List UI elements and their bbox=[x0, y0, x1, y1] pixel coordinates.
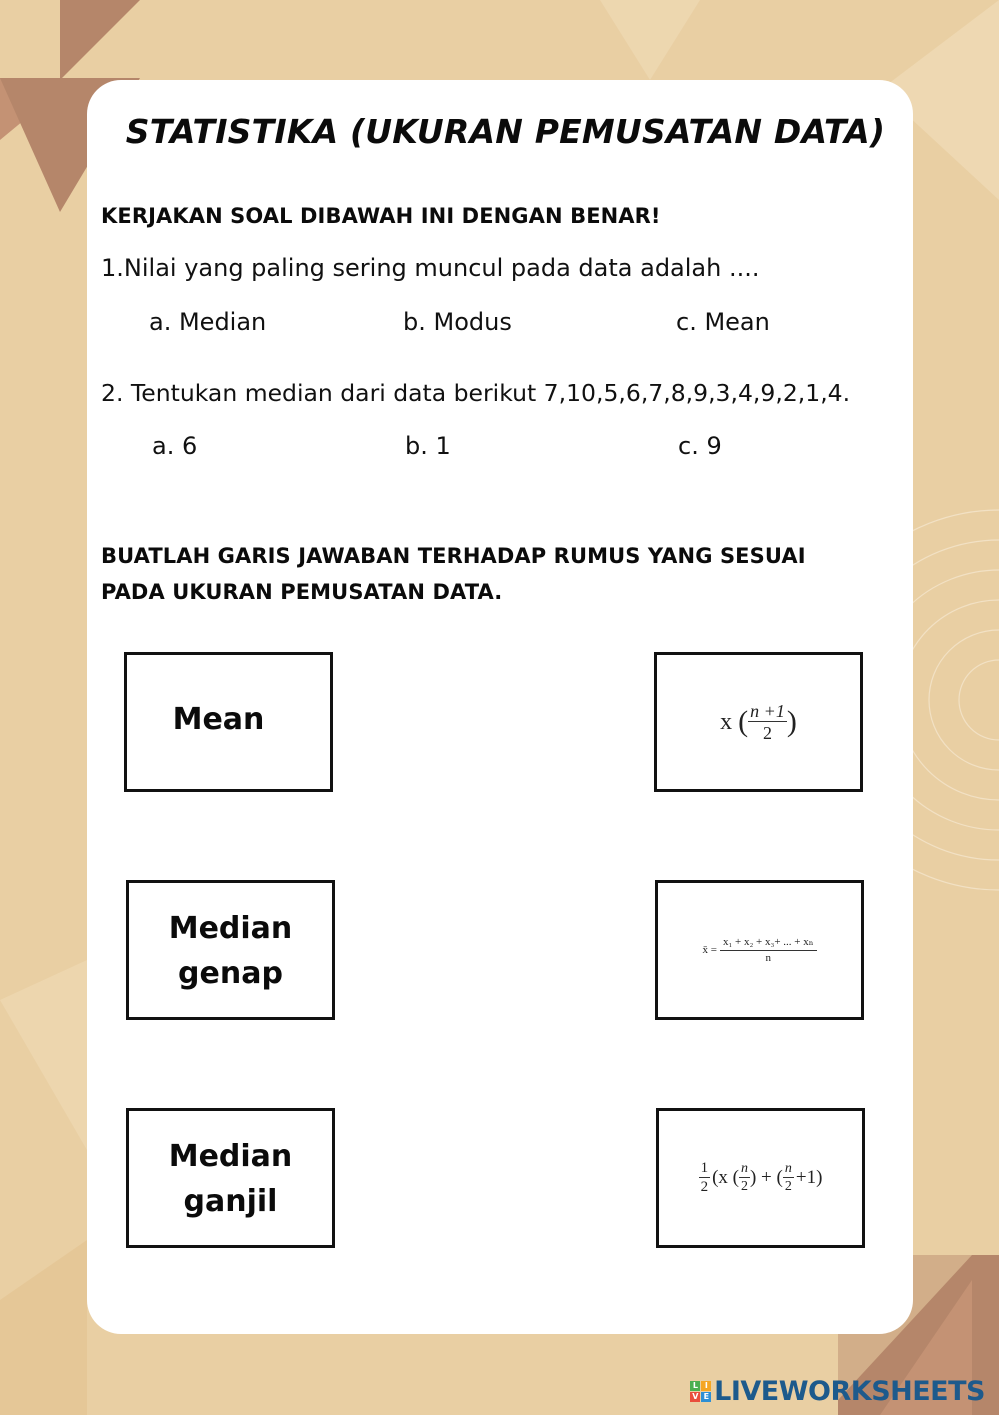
formula-3-plus-one: +1) bbox=[795, 1167, 823, 1188]
instruction-2 bbox=[101, 538, 806, 610]
question-2-option-a[interactable]: a. 6 bbox=[152, 432, 198, 460]
formula-3-n-a: n bbox=[740, 1161, 748, 1176]
formula-1-denominator: 2 bbox=[763, 723, 772, 743]
term-median-genap bbox=[129, 906, 332, 996]
question-2 bbox=[101, 379, 850, 407]
term-median-genap-line-2: genap bbox=[178, 956, 283, 991]
instruction-2-line-2: PADA UKURAN PEMUSATAN DATA. bbox=[101, 580, 503, 604]
page-title: STATISTIKA (UKURAN PEMUSATAN DATA) bbox=[125, 112, 886, 151]
liveworksheets-logo-text: LIVEWORKSHEETS bbox=[714, 1376, 985, 1407]
question-2-text: Tentukan median dari data berikut 7,10,5,6,7,8,9,3,4,9,2,1,4. bbox=[130, 379, 851, 407]
formula-3-x: (x ( bbox=[712, 1167, 739, 1188]
formula-3-n-b: n bbox=[784, 1161, 792, 1176]
term-median-ganjil-line-2: ganjil bbox=[183, 1184, 278, 1219]
formula-3-half-numerator: 1 bbox=[700, 1160, 709, 1176]
term-median-ganjil bbox=[129, 1134, 332, 1224]
formula-3-mid: ) + ( bbox=[749, 1167, 783, 1188]
liveworksheets-logo-icon: L I V E bbox=[690, 1381, 711, 1402]
liveworksheets-logo bbox=[690, 1376, 985, 1407]
term-box-median-ganjil[interactable] bbox=[126, 1108, 335, 1248]
formula-median-ganjil: x ( $\frac{n +1}{2}$ ) bbox=[720, 701, 797, 743]
term-mean: Mean bbox=[172, 702, 265, 737]
formula-1-fraction bbox=[748, 702, 787, 742]
formula-1-numerator: n +1 bbox=[750, 701, 785, 721]
formula-median-genap bbox=[659, 1111, 862, 1245]
term-box-mean[interactable] bbox=[124, 652, 333, 792]
formula-box-mean[interactable] bbox=[655, 880, 864, 1020]
question-2-option-b[interactable]: b. 1 bbox=[405, 432, 451, 460]
question-1-option-b[interactable]: b. Modus bbox=[403, 308, 512, 336]
formula-3-two-a: 2 bbox=[740, 1179, 748, 1194]
formula-3-n-over-2-b bbox=[783, 1162, 794, 1194]
formula-box-median-genap[interactable] bbox=[656, 1108, 865, 1248]
question-2-option-c[interactable]: c. 9 bbox=[678, 432, 722, 460]
formula-2-denominator: n bbox=[765, 951, 771, 964]
formula-2-lhs: x̄ = bbox=[702, 944, 717, 956]
formula-2-numerator: x₁ + x₂ + x₃+ ... + xₙ bbox=[720, 937, 817, 951]
instruction-1: KERJAKAN SOAL DIBAWAH INI DENGAN BENAR! bbox=[101, 204, 661, 228]
question-2-number: 2. bbox=[101, 379, 124, 407]
question-1 bbox=[101, 254, 760, 282]
formula-3-half-denominator: 2 bbox=[700, 1179, 709, 1195]
formula-3-two-b: 2 bbox=[784, 1179, 792, 1194]
question-1-number: 1. bbox=[101, 254, 124, 282]
instruction-2-line-1: BUATLAH GARIS JAWABAN TERHADAP RUMUS YANG SESUAI bbox=[101, 544, 806, 568]
formula-mean bbox=[658, 883, 861, 1017]
formula-box-median-ganjil[interactable] bbox=[654, 652, 863, 792]
question-1-option-a[interactable]: a. Median bbox=[149, 308, 267, 336]
term-box-median-genap[interactable] bbox=[126, 880, 335, 1020]
question-1-option-c[interactable]: c. Mean bbox=[676, 308, 770, 336]
formula-3-half bbox=[699, 1161, 711, 1195]
term-median-ganjil-line-1: Median bbox=[168, 1139, 293, 1174]
term-median-genap-line-1: Median bbox=[168, 911, 293, 946]
question-1-text: Nilai yang paling sering muncul pada data adalah .... bbox=[123, 254, 760, 282]
formula-2-fraction bbox=[720, 937, 817, 964]
formula-3-n-over-2-a bbox=[739, 1162, 750, 1194]
formula-1-x: x bbox=[720, 708, 733, 735]
